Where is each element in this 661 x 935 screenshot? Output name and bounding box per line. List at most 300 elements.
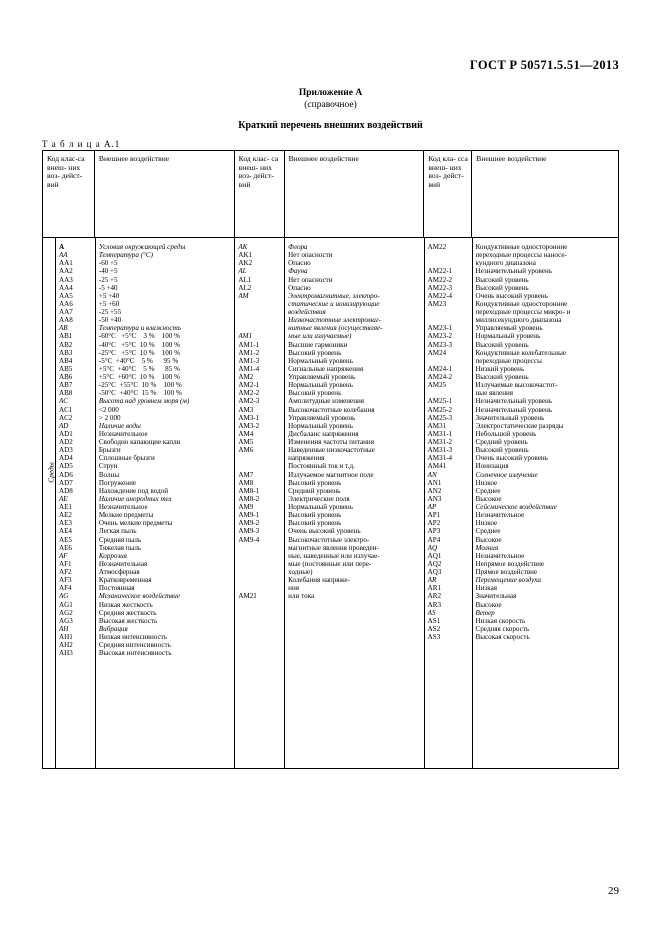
code-cell: AM8-1 <box>238 486 260 495</box>
effect-cell: Незначительное <box>98 503 148 511</box>
effect-cell: Вибрация <box>98 624 128 633</box>
code-cell: AE2 <box>58 511 72 520</box>
code-cell: AF <box>58 551 68 560</box>
code-cell: AM24-1 <box>427 364 453 373</box>
code-cell: AB6 <box>58 373 73 381</box>
code-cell: AA5 <box>58 291 73 300</box>
column-codes-2 <box>235 238 285 768</box>
effect-cell: Наличие инородных тел <box>98 494 172 503</box>
code-cell: AE6 <box>58 543 72 552</box>
code-cell: AM41 <box>427 462 447 471</box>
effect-cell: Значительная <box>475 592 517 601</box>
code-cell: AP <box>427 503 437 511</box>
code-cell: AL2 <box>238 283 252 292</box>
code-cell: AM24 <box>427 348 447 357</box>
effect-cell: Излучаемые высокочастот- <box>475 381 558 390</box>
effect-cell: статические и ионизирующие <box>288 299 380 308</box>
effect-cell: Высокий уровень <box>475 283 529 292</box>
code-cell: AM2 <box>238 373 254 381</box>
code-cell: AD5 <box>58 462 73 471</box>
effect-cell: миллисекундного диапазона <box>475 316 562 325</box>
code-cell: AR3 <box>427 600 442 609</box>
effect-cell: Нет опасности <box>288 275 333 284</box>
code-cell: AP4 <box>427 535 441 544</box>
code-cell: AD8 <box>58 486 73 495</box>
code-cell: AM22 <box>427 243 447 251</box>
effect-cell: Низкочастотные электромаг- <box>288 316 381 325</box>
external-influences-table <box>42 150 619 769</box>
code-cell: AS3 <box>427 633 441 641</box>
effect-cell: -60 +5 <box>98 259 118 268</box>
code-cell: AQ <box>427 543 438 552</box>
code-cell: AD4 <box>58 454 73 463</box>
effect-cell: Ветер <box>475 608 495 617</box>
code-cell <box>238 544 282 552</box>
code-cell: AM2-1 <box>238 381 260 390</box>
effect-cell: Сплошные брызги <box>98 454 155 463</box>
code-cell: AQ2 <box>427 559 442 568</box>
code-cell <box>238 552 282 560</box>
effect-cell: Средняя жесткость <box>98 608 157 617</box>
code-cell <box>238 316 282 324</box>
code-cell: AN3 <box>427 494 442 503</box>
code-cell: A <box>58 243 65 251</box>
appendix-title: Приложение А <box>298 88 363 98</box>
effect-cell: переходные процессы микро- и <box>475 308 571 316</box>
effect-cell: Высокое <box>475 600 502 609</box>
code-cell: AK1 <box>238 251 253 260</box>
effect-cell: нитные явления (осуществляе- <box>288 324 383 333</box>
effect-cell: Коррозия <box>98 551 127 560</box>
effect-cell: Электрические поля <box>288 494 350 503</box>
effect-cell: Средняя пыль <box>98 535 142 544</box>
code-cell: AB8 <box>58 389 73 398</box>
effect-cell: Низкое <box>475 478 498 487</box>
effect-cell: Наличие воды <box>98 421 141 430</box>
column-effects-2 <box>285 238 425 768</box>
effect-cell: Очень высокий уровень <box>475 291 548 300</box>
code-cell: AA6 <box>58 299 73 308</box>
effect-cell: Незначительный уровень <box>475 267 552 276</box>
effect-cell: Высокое <box>475 494 502 503</box>
code-cell: AM3-1 <box>238 413 260 422</box>
code-cell: AM31 <box>427 421 447 430</box>
column-effects-1 <box>96 238 236 768</box>
effect-cell: Фауна <box>288 267 308 276</box>
effect-cell: Высокий уровень <box>475 340 529 349</box>
effect-cell: Высокий уровень <box>288 519 342 528</box>
effect-cell: Солнечное излучение <box>475 470 538 479</box>
effect-cell: Волны <box>98 470 120 479</box>
table-body <box>43 238 618 768</box>
code-cell: AH3 <box>58 649 73 658</box>
code-cell: AM9-1 <box>238 511 260 520</box>
code-cell: AB <box>58 324 68 333</box>
effect-cell: Легкая пыль <box>98 527 137 536</box>
code-cell: AK <box>238 243 248 251</box>
effect-cell: Непрямое воздействие <box>475 559 545 568</box>
effect-cell: Температура и влажность <box>98 324 181 333</box>
effect-cell: Мелкие предметы <box>98 511 154 520</box>
code-cell: AS1 <box>427 616 441 625</box>
code-cell: AM8-2 <box>238 494 260 503</box>
effect-cell: Низкая интенсивность <box>98 633 168 641</box>
code-cell: AM22-2 <box>427 275 453 284</box>
effect-cell: Перемещение воздуха <box>475 576 541 585</box>
code-cell: AD <box>58 421 69 430</box>
effect-cell: Низкий уровень <box>475 364 525 373</box>
effect-cell: Излучаемое магнитное поле <box>288 470 374 479</box>
effect-cell: Дисбаланс напряжения <box>288 429 359 438</box>
code-cell: AE5 <box>58 535 72 544</box>
code-cell <box>238 308 282 316</box>
code-cell <box>428 316 470 324</box>
effect-cell: > 2 000 <box>98 413 121 422</box>
effect-cell: Амплитудные изменения <box>288 397 365 406</box>
code-cell: AG <box>58 592 69 601</box>
code-cell: AM1-3 <box>238 356 260 365</box>
effect-cell: Условия окружающей среды <box>98 243 186 251</box>
column-codes-1 <box>56 238 96 768</box>
code-cell: AH <box>58 624 69 633</box>
effect-cell: -60°C +5°C 3 % 100 % <box>98 332 181 341</box>
effect-cell: магнитные явления проведен- <box>288 543 379 552</box>
effect-cell: Ионизация <box>475 462 509 471</box>
code-cell: AM25-2 <box>427 405 453 414</box>
column-header-effect-2: Внешнее воздействие <box>285 151 425 237</box>
effect-cell: Постоянный ток и т.д. <box>288 462 355 471</box>
code-cell <box>428 357 470 365</box>
code-cell: AR1 <box>427 584 442 593</box>
effect-cell: Высокочастотные колебания <box>288 405 375 414</box>
effect-cell: Сигнальные напряжения <box>288 364 364 373</box>
effect-cell: Нормальный уровень <box>288 381 353 390</box>
effect-cell: Управляемый уровень <box>288 373 356 381</box>
code-cell <box>428 251 470 259</box>
code-cell: AM3 <box>238 405 254 414</box>
effect-cell: Среднее <box>475 486 501 495</box>
effect-cell: Электромагнитные, электро- <box>288 291 380 300</box>
effect-cell: -40°C +5°C 10 % 100 % <box>98 340 181 349</box>
column-header-code-2: Код клас- са внеш- них воз- дейст- вий <box>235 151 285 237</box>
effect-cell: Колебания напряже- <box>288 576 350 585</box>
code-cell: AM23-1 <box>427 324 453 333</box>
page-number: 29 <box>608 885 619 897</box>
code-cell: AD3 <box>58 446 73 455</box>
code-cell: AN2 <box>427 486 442 495</box>
effect-cell: Незначительное <box>98 429 148 438</box>
page-title: Краткий перечень внешних воздействий <box>238 120 423 131</box>
effect-cell: Кратковременная <box>98 576 152 585</box>
code-cell: AA2 <box>58 267 73 276</box>
effect-cell: -40 +5 <box>98 267 118 276</box>
effect-cell: +5°C +60°C 10 % 100 % <box>98 373 180 381</box>
code-cell <box>238 576 282 584</box>
code-cell: AD6 <box>58 470 73 479</box>
effect-cell: переходные процессы наносе- <box>475 251 567 260</box>
effect-cell: Высокий уровень <box>288 478 342 487</box>
code-cell: AM9-2 <box>238 519 260 528</box>
effect-cell: Высшие гармоники <box>288 340 348 349</box>
effect-cell: Флора <box>288 243 308 251</box>
column-effects-3 <box>473 238 618 768</box>
code-cell <box>238 560 282 568</box>
code-cell: AM25-1 <box>427 397 453 406</box>
code-cell <box>238 454 282 462</box>
effect-cell: Нормальный уровень <box>475 332 541 341</box>
code-cell: AM6 <box>238 446 254 455</box>
code-cell: AM3-2 <box>238 421 260 430</box>
code-cell: AC1 <box>58 405 73 414</box>
effect-cell: Высокий уровень <box>288 511 342 520</box>
effect-cell: Низкое <box>475 519 498 528</box>
effect-cell: Очень высокий уровень <box>475 454 548 463</box>
effect-cell: Кондуктивные односторонние <box>475 243 568 251</box>
code-cell: AF3 <box>58 576 72 585</box>
code-cell: AM25-3 <box>427 413 453 422</box>
code-cell <box>238 568 282 576</box>
effect-cell: Высокочастотные электро- <box>288 535 370 544</box>
effect-cell: Нормальный уровень <box>288 356 353 365</box>
side-label: Среды <box>46 462 56 483</box>
effect-cell: Струи <box>98 462 118 471</box>
effect-cell: воздействия <box>288 308 326 316</box>
column-codes-3 <box>425 238 473 768</box>
code-cell: AH1 <box>58 633 73 641</box>
standard-header: ГОСТ Р 50571.5.51—2013 <box>469 58 619 72</box>
code-cell: AM24-2 <box>427 373 453 381</box>
effect-cell: Средний уровень <box>288 486 341 495</box>
code-cell: AM31-2 <box>427 438 453 446</box>
effect-cell: Наведенные низкочастотные <box>288 446 375 455</box>
effect-cell: мые или излучаемые) <box>288 332 352 341</box>
effect-cell: Механическое воздействие <box>98 592 180 601</box>
code-cell: AM2-2 <box>238 389 260 398</box>
effect-cell: -50 +40 <box>98 316 122 325</box>
effect-cell: Кондуктивные колебательные <box>475 348 567 357</box>
code-cell: AA7 <box>58 308 73 316</box>
code-cell: AN <box>427 470 437 479</box>
effect-cell: Высокий уровень <box>475 446 529 455</box>
effect-cell: Незначительный уровень <box>475 397 552 406</box>
code-cell: AB1 <box>58 332 73 341</box>
code-cell: AK2 <box>238 259 253 268</box>
code-cell: AM23-2 <box>427 332 453 341</box>
effect-cell: Температура (°С) <box>98 251 153 260</box>
code-cell: AD7 <box>58 478 73 487</box>
effect-cell: Молния <box>475 543 499 552</box>
code-cell: AB5 <box>58 364 73 373</box>
effect-cell: Низкая <box>475 584 497 593</box>
code-cell: AM9 <box>238 503 254 511</box>
code-cell: AM1-4 <box>238 364 260 373</box>
effect-cell: Низкая скорость <box>475 616 526 625</box>
code-cell: AM23-3 <box>427 340 453 349</box>
effect-cell: +5°C +40°C 5 % 85 % <box>98 364 180 373</box>
effect-cell: -50°C +40°C 15 % 100 % <box>98 389 182 398</box>
effect-cell: Очень мелкие предметы <box>98 519 173 528</box>
effect-cell: Управляемый уровень <box>475 324 543 333</box>
code-cell: AE3 <box>58 519 72 528</box>
effect-cell: Высокий уровень <box>288 389 342 398</box>
code-cell: AS2 <box>427 624 441 633</box>
effect-cell: Тяжелая пыль <box>98 543 142 552</box>
column-header-effect-3: Внешнее воздействие <box>476 154 547 163</box>
effect-cell: -25 +55 <box>98 308 122 316</box>
code-cell: AA3 <box>58 275 73 284</box>
code-cell: AB7 <box>58 381 73 390</box>
code-cell: AM23 <box>427 299 447 308</box>
code-cell: AR <box>427 576 437 585</box>
code-cell: AE4 <box>58 527 72 536</box>
effect-cell: Высокий уровень <box>475 373 529 381</box>
code-cell: AA4 <box>58 283 73 292</box>
code-cell <box>238 584 282 592</box>
code-cell: AE <box>58 494 68 503</box>
appendix-heading <box>0 88 661 110</box>
effect-cell: Высокая жесткость <box>98 616 158 625</box>
code-cell: AN1 <box>427 478 442 487</box>
effect-cell: Нормальный уровень <box>288 503 353 511</box>
code-cell <box>428 308 470 316</box>
effect-cell: -25°C +5°C 10 % 100 % <box>98 348 181 357</box>
code-cell: AM5 <box>238 438 254 446</box>
code-cell: AG1 <box>58 600 73 609</box>
code-cell: AB3 <box>58 348 73 357</box>
code-cell: AD2 <box>58 438 73 446</box>
code-cell: AM7 <box>238 470 254 479</box>
effect-cell: Изменения частоты питания <box>288 438 374 446</box>
code-cell: AL <box>238 267 247 276</box>
effect-cell: или тока <box>288 592 315 601</box>
column-header-effect-1: Внешнее воздействие <box>95 151 235 237</box>
code-cell: AM22-1 <box>427 267 453 276</box>
effect-cell: Сейсмическое воздействие <box>475 503 557 511</box>
code-cell: AG3 <box>58 616 73 625</box>
table-header-row <box>43 151 618 238</box>
effect-cell: Управляемый уровень <box>288 413 356 422</box>
code-cell: AM31-3 <box>427 446 453 455</box>
code-cell <box>428 389 470 397</box>
effect-cell: Погружение <box>98 478 137 487</box>
effect-cell: Средняя интенсивность <box>98 641 171 650</box>
code-cell: AF2 <box>58 568 72 576</box>
appendix-subtitle: (справочное) <box>304 100 357 110</box>
effect-cell: Высокая интенсивность <box>98 649 172 658</box>
code-cell <box>238 300 282 308</box>
effect-cell: Опасно <box>288 283 311 292</box>
code-cell: AM9-3 <box>238 527 260 536</box>
code-cell: AP3 <box>427 527 441 536</box>
code-cell: AR2 <box>427 592 442 601</box>
code-cell: AM4 <box>238 429 254 438</box>
effect-cell: Высокий уровень <box>288 348 342 357</box>
code-cell: AF1 <box>58 559 72 568</box>
code-cell: AA1 <box>58 259 73 268</box>
code-cell: AB4 <box>58 356 73 365</box>
code-cell: AC <box>58 397 69 406</box>
code-cell: AP2 <box>427 519 441 528</box>
code-cell: AM9-4 <box>238 535 260 544</box>
effect-cell: Высокий уровень <box>475 275 529 284</box>
effect-cell: Прямое воздействие <box>475 568 538 576</box>
code-cell: AD1 <box>58 429 73 438</box>
code-cell: AM <box>238 291 249 300</box>
code-cell: AP1 <box>427 511 441 520</box>
effect-cell: Незначительный уровень <box>475 405 552 414</box>
effect-cell: Незначительное <box>475 551 525 560</box>
code-cell: AM22-4 <box>427 291 453 300</box>
effect-cell: Брызги <box>98 446 121 455</box>
effect-cell: ные, наведенные или излучае- <box>288 551 380 560</box>
code-cell: AB2 <box>58 340 73 349</box>
effect-cell: кундного диапазона <box>475 259 536 268</box>
effect-cell: Свободно капающие капли <box>98 438 181 446</box>
code-cell: AQ3 <box>427 568 442 576</box>
effect-cell: ходные) <box>288 568 313 576</box>
code-cell: AF4 <box>58 584 72 593</box>
effect-cell: мые (постоянные или пере- <box>288 559 372 568</box>
effect-cell: Очень высокий уровень <box>288 527 361 536</box>
effect-cell: Значительный уровень <box>475 413 545 422</box>
effect-cell: Средняя скорость <box>475 624 530 633</box>
effect-cell: Высокое <box>475 535 502 544</box>
side-column <box>43 238 56 768</box>
code-cell <box>428 259 470 267</box>
effect-cell: переходные процессы <box>475 356 542 365</box>
effect-cell: -5 +40 <box>98 283 118 292</box>
code-cell: AQ1 <box>427 551 442 560</box>
code-cell: AM1-2 <box>238 348 260 357</box>
code-cell <box>238 324 282 332</box>
effect-cell: ния <box>288 584 300 593</box>
effect-cell: Нахождение под водой <box>98 486 169 495</box>
effect-cell: Незначительная <box>98 559 148 568</box>
effect-cell: +5 +60 <box>98 299 120 308</box>
effect-cell: Опасно <box>288 259 311 268</box>
code-cell: AL1 <box>238 275 252 284</box>
code-cell: AC2 <box>58 413 73 422</box>
effect-cell: Электростатические разряды <box>475 421 564 430</box>
column-header-code-3: Код кла- сса внеш- них воз- дейст- вий <box>424 151 472 237</box>
code-cell: AA <box>58 251 68 260</box>
effect-cell: Средний уровень <box>475 438 528 446</box>
code-cell: AE1 <box>58 503 72 511</box>
effect-cell: Нормальный уровень <box>288 421 353 430</box>
effect-cell: Незначительное <box>475 511 525 520</box>
effect-cell: Постоянная <box>98 584 135 593</box>
code-cell: AM2-3 <box>238 397 260 406</box>
column-header-code-1: Код клас-са внеш- них воз- дейст- вий <box>43 151 95 237</box>
code-cell: AA8 <box>58 316 73 325</box>
effect-cell: Среднее <box>475 527 501 536</box>
effect-cell: ные явления <box>475 389 514 398</box>
code-cell: AM31-4 <box>427 454 453 463</box>
code-cell: AM31-1 <box>427 429 453 438</box>
code-cell: AM1 <box>238 332 253 341</box>
effect-cell: Атмосферная <box>98 568 140 576</box>
code-cell: AM8 <box>238 478 254 487</box>
effect-cell: Кондуктивные односторонние <box>475 299 568 308</box>
effect-cell: Небольшой уровень <box>475 429 537 438</box>
effect-cell: Нет опасности <box>288 251 333 260</box>
code-cell: AM25 <box>427 381 447 390</box>
effect-cell: Низкая жесткость <box>98 600 153 609</box>
effect-cell: Высокая скорость <box>475 633 530 641</box>
effect-cell: <2 000 <box>98 405 119 414</box>
code-cell: AS <box>427 608 436 617</box>
code-cell: AM1-1 <box>238 340 260 349</box>
